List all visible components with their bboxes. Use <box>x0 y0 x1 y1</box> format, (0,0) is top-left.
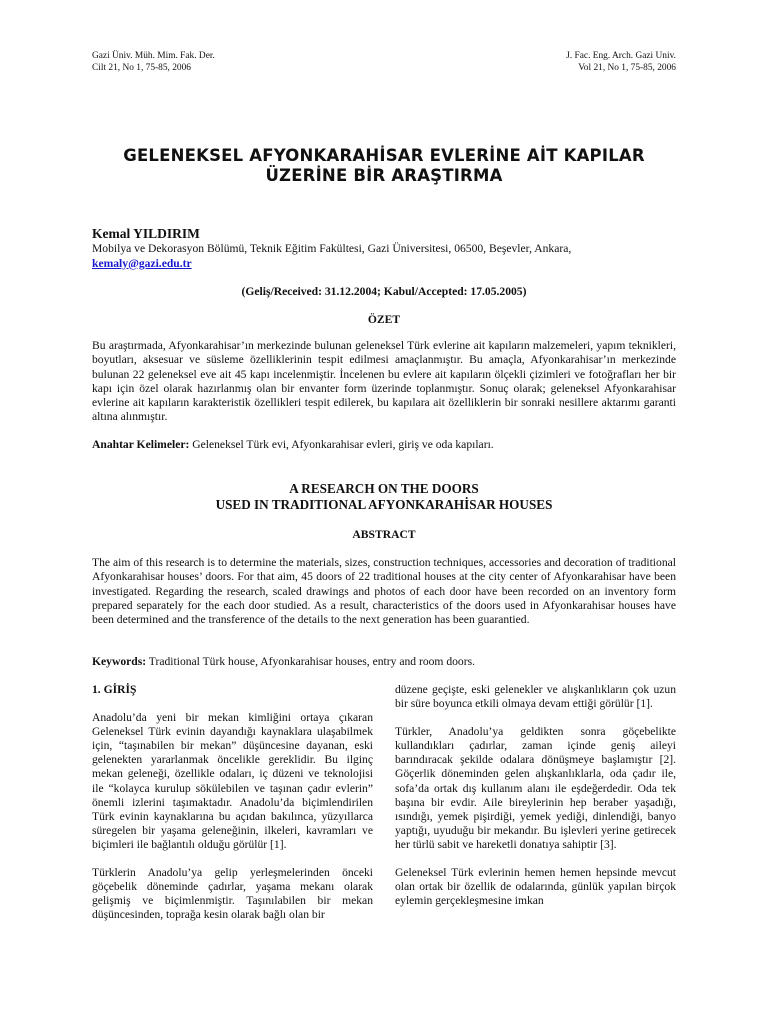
abstract-text: The aim of this research is to determine the materials, sizes, construction techniques, accessories and decoration of traditional Afyonkarahisar houses’ doors. For that aim, 45 doors of 22 traditional houses at the city center of Afyonkarahisar have been investigated. Regarding the research, scaled drawings and photos of each door have been recorded on an inventory form prepared separately for the each door studied. As a result, characteristics of the doors used in Afyonkarahisar houses have been determined and the transference of the details to the next generation has been guarantied. <box>92 556 676 627</box>
paper-title-line2: ÜZERİNE BİR ARAŞTIRMA <box>265 166 503 185</box>
english-title-line1: A RESEARCH ON THE DOORS <box>289 481 479 496</box>
journal-name-tr: Gazi Üniv. Müh. Mim. Fak. Der. <box>92 51 215 61</box>
ozet-keywords-label: Anahtar Kelimeler: <box>92 438 190 451</box>
received-accepted-dates: (Geliş/Received: 31.12.2004; Kabul/Accepted: 17.05.2005) <box>241 285 527 298</box>
ozet-keywords <box>92 438 676 452</box>
abstract-heading: ABSTRACT <box>352 528 416 541</box>
author-affiliation: Mobilya ve Dekorasyon Bölümü, Teknik Eğitim Fakültesi, Gazi Üniversitesi, 06500, Beşevler, Ankara, <box>92 242 572 255</box>
section-heading-giris: 1. GİRİŞ <box>92 683 137 696</box>
paper-title-line1: GELENEKSEL AFYONKARAHİSAR EVLERİNE AİT KAPILAR <box>123 146 645 165</box>
body-column-left <box>92 683 373 936</box>
ozet-heading: ÖZET <box>367 313 401 326</box>
english-keywords <box>92 655 676 669</box>
english-keywords-text: Traditional Türk house, Afyonkarahisar houses, entry and room doors. <box>146 655 475 668</box>
journal-volume-en: Vol 21, No 1, 75-85, 2006 <box>578 63 676 73</box>
author-name: Kemal YILDIRIM <box>92 226 200 241</box>
journal-volume-tr: Cilt 21, No 1, 75-85, 2006 <box>92 63 191 73</box>
journal-header-left <box>92 50 215 74</box>
journal-name-en: J. Fac. Eng. Arch. Gazi Univ. <box>566 51 676 61</box>
body-paragraph: Geleneksel Türk evlerinin hemen hemen hepsinde mevcut olan ortak bir özellik de odalarında, günlük yapılan birçok eylemin gerçekleşmesine imkan <box>395 866 676 908</box>
journal-header-right <box>566 50 676 74</box>
author-affiliation-block <box>92 242 571 271</box>
english-title-line2: USED IN TRADITIONAL AFYONKARAHİSAR HOUSES <box>215 497 553 512</box>
author-email-link[interactable]: kemaly@gazi.edu.tr <box>92 256 192 270</box>
paper-title <box>60 146 708 186</box>
body-paragraph: Türkler, Anadolu’ya geldikten sonra göçebelikte kullandıkları çadırlar, zaman içinde geniş aileyi barındıracak şekilde odalara dönüşmeye başlamıştır [2]. Göçerlik döneminden gelen alışkanlıklarla, oda çadır ile, sofa’da ortak dış kullanım alanı ile eşdeğerdedir. Oda tek başına bir evdir. Aile bireylerinin hep beraber yaşadığı, ısındığı, yemek pişirdiği, yemek yediği, dinlendiği, banyo yaptığı, uyuduğu bir mekandır. Bu işlevleri yerine getirecek her türlü sabit ve hareketli donatıya sahiptir [3]. <box>395 725 676 851</box>
body-paragraph: düzene geçişte, eski gelenekler ve alışkanlıkların çok uzun bir süre boyunca etkili olmaya devam ettiği görülür [1]. <box>395 683 676 711</box>
body-paragraph: Anadolu’da yeni bir mekan kimliğini ortaya çıkaran Geleneksel Türk evinin dayandığı kaynaklara ulaşabilmek için, “taşınabilen bir mekan” düşüncesine dayanan, eski gelenekten yararlanmak öncelikle gereklidir. Bu ilginç mekan geleneği, özellikle odaları, iç düzeni ve teknolojisi ile “kolayca kurulup sökülebilen ve taşınan çadır evlerin” önemli izlerini taşımaktadır. Anadolu’da biçimlendirilen Türk evinin kaynaklarına bu açıdan bakılınca, yüzyıllarca süregelen bir yaşama geleneğinin, ilkeleri, kavramları ve biçimleri ile bağlantılı olduğu görülür [1]. <box>92 711 373 851</box>
ozet-text: Bu araştırmada, Afyonkarahisar’ın merkezinde bulunan geleneksel Türk evlerine ait kapıların malzemeleri, yapım teknikleri, boyutları, aksesuar ve süsleme özelliklerinin tespit edilmesi amaçlanmıştır. Bu amaçla, Afyonkarahisar’ın merkezinde bulunan 22 geleneksel eve ait 45 kapı incelenmiştir. İncelenen bu evlere ait kapıların ölçekli çizimleri ve fotoğrafları her bir kapı için özel olarak hazırlanmış olan bir envanter form üzerinde toplanmıştır. Sonuç olarak; geleneksel Afyonkarahisar evlerine ait kapıların karakteristik özellikleri tespit edilerek, bu kapılara ait özelliklerin bir sonraki nesillere aktarımı garanti altına alınmıştır. <box>92 339 676 424</box>
ozet-keywords-text: Geleneksel Türk evi, Afyonkarahisar evleri, giriş ve oda kapıları. <box>189 438 494 451</box>
english-title <box>92 481 676 513</box>
body-column-right <box>395 683 676 922</box>
english-keywords-label: Keywords: <box>92 655 147 668</box>
body-paragraph: Türklerin Anadolu’ya gelip yerleşmelerinden önceki göçebelik döneminde çadırlar, yaşama mekanı olarak gelişmiş ve biçimlenmiştir. Taşınılabilen bir mekan düşüncesinden, toprağa kesin olarak bağlı olan bir <box>92 866 373 922</box>
